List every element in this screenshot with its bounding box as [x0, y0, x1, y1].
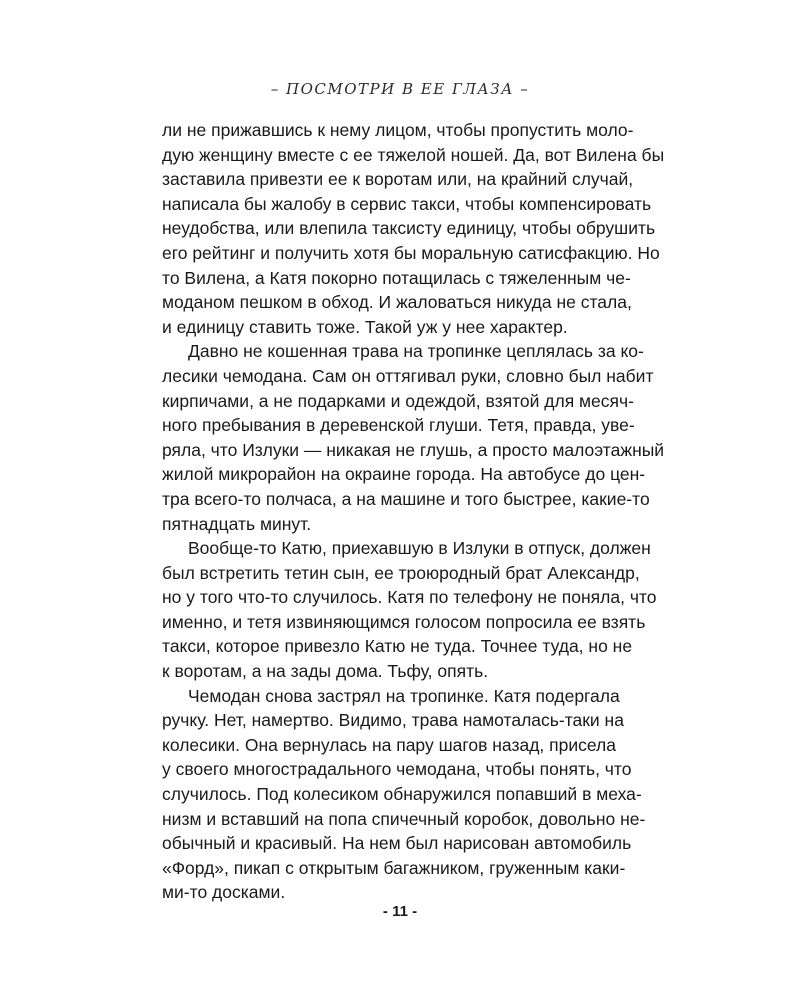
text-line: ли не прижавшись к нему лицом, чтобы пропустить моло- — [162, 120, 634, 140]
text-line: «Форд», пикап с открытым багажником, груженным каки- — [162, 857, 626, 878]
page-number: - 11 - — [382, 903, 418, 920]
text-line: дую женщину вместе с ее тяжелой ношей. Да, вот Вилена бы — [162, 144, 665, 165]
text-line: был встретить тетин сын, ее троюродный брат Александр, — [162, 562, 640, 583]
text-line: ми-то досками. — [162, 882, 286, 903]
text-line: к воротам, а на зады дома. Тьфу, опять. — [162, 661, 489, 682]
text-line: кирпичами, а не подарками и одеждой, взятой для месяч- — [162, 390, 634, 411]
text-line: Вообще-то Катю, приехавшую в Излуки в отпуск, должен — [188, 538, 651, 559]
body-text — [162, 118, 665, 905]
text-line: и единицу ставить тоже. Такой уж у нее характер. — [162, 316, 568, 337]
text-line: жилой микрорайон на окраине города. На автобусе до цен- — [162, 464, 646, 485]
text-line: именно, и тетя извиняющимся голосом попросила ее взять — [162, 611, 646, 632]
text-line: случилось. Под колесиком обнаружился попавший в меха- — [162, 784, 642, 805]
text-line: ручку. Нет, намертво. Видимо, трава намоталась-таки на — [162, 710, 624, 731]
text-line: ряла, что Излуки — никакая не глушь, а просто малоэтажный — [162, 439, 665, 460]
text-line: но у того что-то случилось. Катя по телефону не поняла, что — [162, 587, 657, 608]
text-line: колесики. Она вернулась на пару шагов назад, присела — [162, 734, 616, 755]
text-line: такси, которое привезло Катю не туда. Точнее туда, но не — [162, 636, 633, 657]
text-line: лесики чемодана. Сам он оттягивал руки, словно был набит — [162, 365, 654, 386]
text-line: низм и вставший на попа спичечный коробок, довольно не- — [162, 808, 646, 829]
text-line: заставила привезти ее к воротам или, на крайний случай, — [162, 169, 634, 190]
text-line: Чемодан снова застрял на тропинке. Катя подергала — [188, 685, 620, 706]
paragraph — [162, 118, 665, 339]
text-line: неудобства, или влепила таксисту единицу, чтобы обрушить — [162, 218, 656, 239]
text-line: его рейтинг и получить хотя бы моральную сатисфакцию. Но — [162, 242, 660, 263]
text-line: то Вилена, а Катя покорно потащилась с тяжеленным че- — [162, 267, 631, 288]
text-line: обычный и красивый. На нем был нарисован автомобиль — [162, 833, 632, 854]
text-line: у своего многострадального чемодана, чтобы понять, что — [162, 759, 632, 780]
text-line: тра всего-то полчаса, а на машине и того быстрее, какие-то — [162, 488, 650, 509]
text-line: Давно не кошенная трава на тропинке цеплялась за ко- — [188, 341, 644, 362]
paragraph — [162, 339, 665, 536]
paragraph — [162, 684, 646, 905]
text-line: написала бы жалобу в сервис такси, чтобы компенсировать — [162, 193, 652, 214]
text-line: моданом пешком в обход. И жаловаться никуда не стала, — [162, 292, 632, 313]
paragraph — [162, 536, 657, 684]
running-title: – ПОСМОТРИ В ЕЕ ГЛАЗА – — [270, 80, 530, 98]
text-line: пятнадцать минут. — [162, 513, 312, 534]
text-line: ного пребывания в деревенской глуши. Тетя, правда, уве- — [162, 415, 635, 436]
